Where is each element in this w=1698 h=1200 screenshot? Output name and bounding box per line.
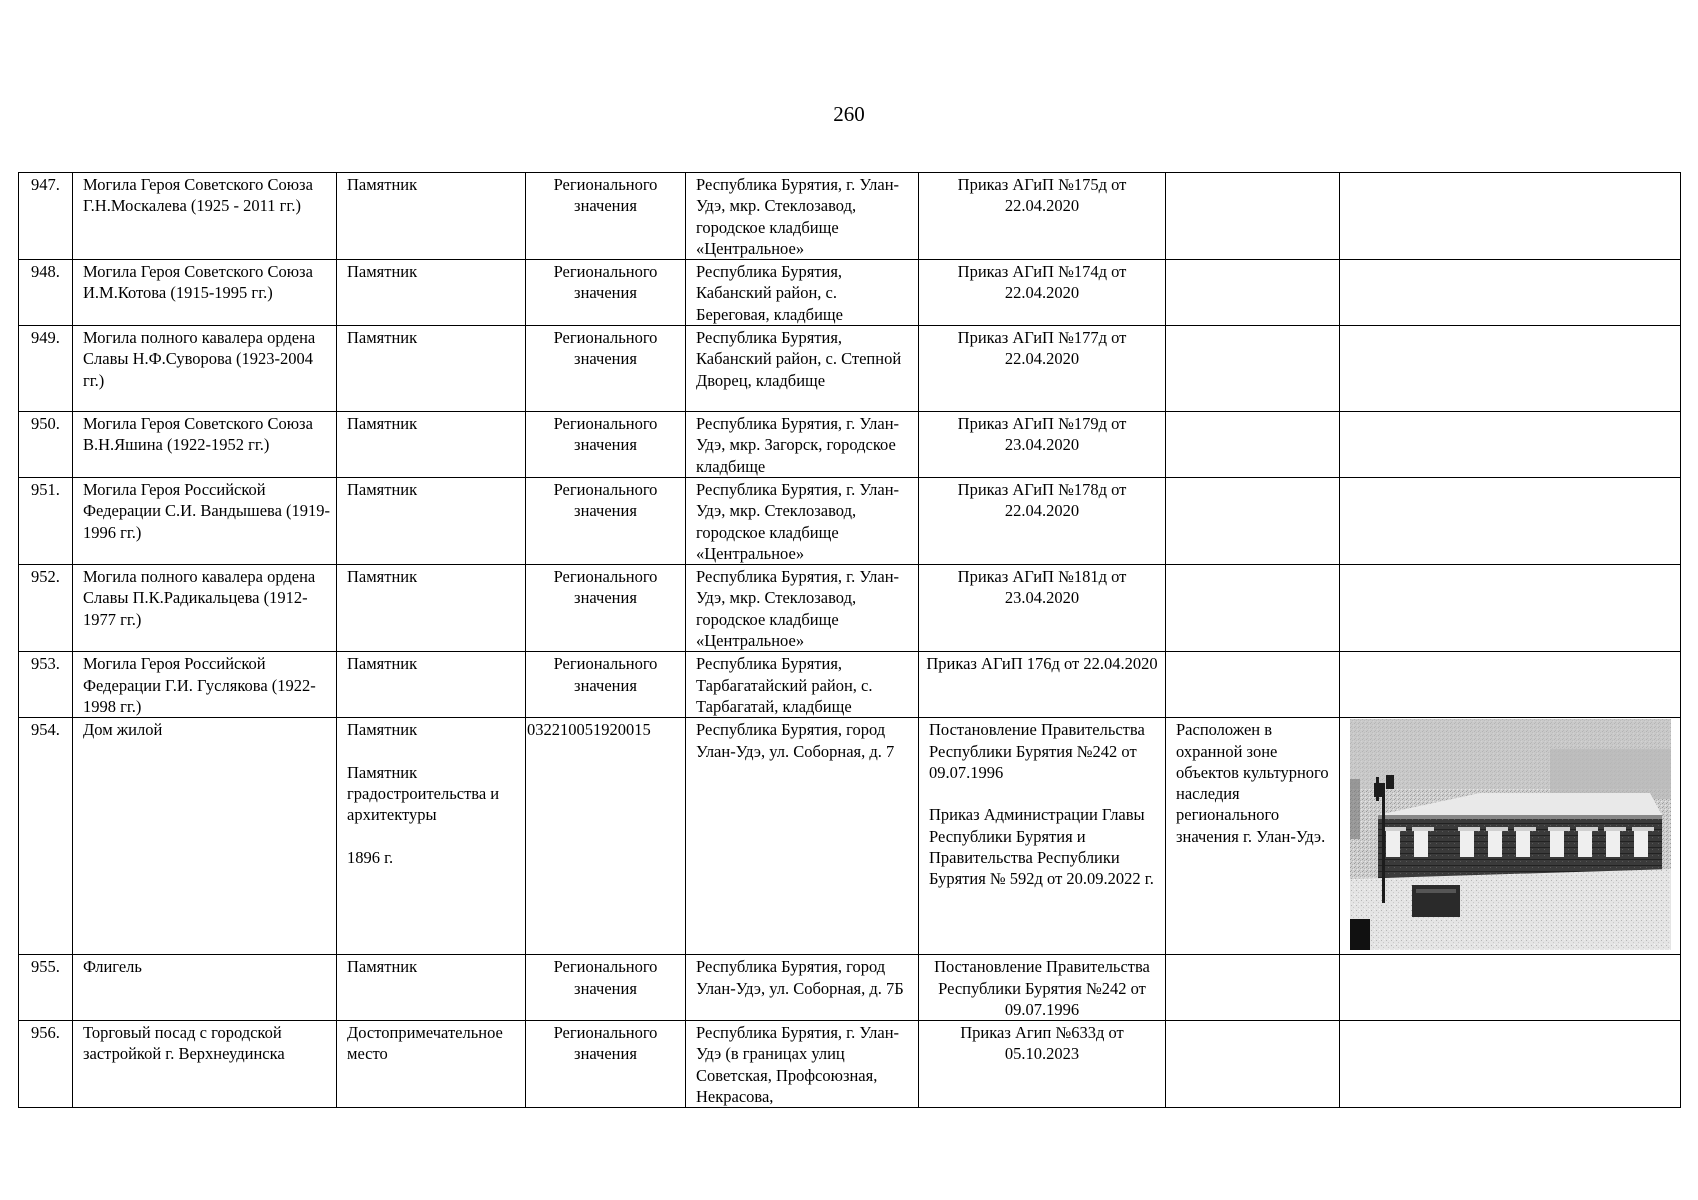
object-name: Могила Героя Советского Союза Г.Н.Москалева (1925 - 2011 гг.)	[73, 173, 337, 260]
object-document: Приказ АГиП №174д от 22.04.2020	[919, 260, 1166, 326]
row-number: 949.	[19, 326, 73, 412]
object-type: Достопримечательное место	[337, 1021, 526, 1108]
table-row	[19, 1021, 1681, 1108]
object-note: Расположен в охранной зоне объектов культурного наследия регионального значения г. Улан-Удэ.	[1166, 718, 1340, 955]
object-photo	[1340, 718, 1681, 955]
object-name: Могила Героя Советского Союза И.М.Котова (1915-1995 гг.)	[73, 260, 337, 326]
table-row	[19, 955, 1681, 1021]
object-photo	[1340, 412, 1681, 478]
object-name: Торговый посад с городской застройкой г. Верхнеудинска	[73, 1021, 337, 1108]
table-row	[19, 412, 1681, 478]
object-category: Регионального значения	[526, 652, 686, 718]
row-number: 948.	[19, 260, 73, 326]
object-photo	[1340, 326, 1681, 412]
object-address: Республика Бурятия, г. Улан-Удэ, мкр. Загорск, городское кладбище	[686, 412, 919, 478]
object-photo	[1340, 652, 1681, 718]
object-type: Памятник	[337, 260, 526, 326]
object-photo	[1340, 1021, 1681, 1108]
object-address: Республика Бурятия, город Улан-Удэ, ул. Соборная, д. 7	[686, 718, 919, 955]
object-type: Памятник	[337, 326, 526, 412]
object-address: Республика Бурятия, г. Улан-Удэ, мкр. Стеклозавод, городское кладбище «Центральное»	[686, 173, 919, 260]
object-type: Памятник	[337, 955, 526, 1021]
table-row	[19, 260, 1681, 326]
object-name: Могила Героя Советского Союза В.Н.Яшина (1922-1952 гг.)	[73, 412, 337, 478]
object-name: Дом жилой	[73, 718, 337, 955]
object-registry-number: 032210051920015	[526, 718, 686, 955]
object-document: Приказ АГиП №178д от 22.04.2020	[919, 477, 1166, 564]
object-category: Регионального значения	[526, 477, 686, 564]
table-row	[19, 326, 1681, 412]
object-name: Могила Героя Российской Федерации С.И. Вандышева (1919-1996 гг.)	[73, 477, 337, 564]
object-document: Приказ АГиП 176д от 22.04.2020	[919, 652, 1166, 718]
row-number: 951.	[19, 477, 73, 564]
object-category: Регионального значения	[526, 173, 686, 260]
object-photo	[1340, 260, 1681, 326]
object-note	[1166, 1021, 1340, 1108]
object-name: Могила полного кавалера ордена Славы Н.Ф.Суворова (1923-2004 гг.)	[73, 326, 337, 412]
object-document: Приказ АГиП №175д от 22.04.2020	[919, 173, 1166, 260]
object-note	[1166, 260, 1340, 326]
object-document: Приказ АГиП №179д от 23.04.2020	[919, 412, 1166, 478]
object-document: Приказ АГиП №181д от 23.04.2020	[919, 565, 1166, 652]
object-name: Могила полного кавалера ордена Славы П.К.Радикальцева (1912-1977 гг.)	[73, 565, 337, 652]
object-address: Республика Бурятия, г. Улан-Удэ, мкр. Стеклозавод, городское кладбище «Центральное»	[686, 565, 919, 652]
object-note	[1166, 652, 1340, 718]
object-document: Приказ Агип №633д от 05.10.2023	[919, 1021, 1166, 1108]
object-category: Регионального значения	[526, 565, 686, 652]
heritage-registry-table	[18, 172, 1681, 1108]
page-number: 260	[833, 102, 865, 126]
row-number: 954.	[19, 718, 73, 955]
object-type: Памятник	[337, 652, 526, 718]
table-row	[19, 477, 1681, 564]
row-number: 950.	[19, 412, 73, 478]
object-document: Постановление Правительства Республики Бурятия №242 от 09.07.1996 Приказ Администрации Главы Республики Бурятия и Правительства Республики Бурятия № 592д от 20.09.2022 г.	[919, 718, 1166, 955]
row-number: 953.	[19, 652, 73, 718]
object-address: Республика Бурятия, г. Улан-Удэ, мкр. Стеклозавод, городское кладбище «Центральное»	[686, 477, 919, 564]
object-photo	[1340, 477, 1681, 564]
object-address: Республика Бурятия, Кабанский район, с. Береговая, кладбище	[686, 260, 919, 326]
object-note	[1166, 955, 1340, 1021]
object-address: Республика Бурятия, город Улан-Удэ, ул. Соборная, д. 7Б	[686, 955, 919, 1021]
row-number: 955.	[19, 955, 73, 1021]
object-name: Флигель	[73, 955, 337, 1021]
object-category: Регионального значения	[526, 326, 686, 412]
object-note	[1166, 173, 1340, 260]
object-type: Памятник Памятник градостроительства и архитектуры 1896 г.	[337, 718, 526, 955]
table-row	[19, 173, 1681, 260]
row-number: 947.	[19, 173, 73, 260]
object-address: Республика Бурятия, Кабанский район, с. Степной Дворец, кладбище	[686, 326, 919, 412]
object-category: Регионального значения	[526, 260, 686, 326]
object-name: Могила Героя Российской Федерации Г.И. Гуслякова (1922-1998 гг.)	[73, 652, 337, 718]
row-number: 956.	[19, 1021, 73, 1108]
table-row	[19, 565, 1681, 652]
row-number: 952.	[19, 565, 73, 652]
object-type: Памятник	[337, 173, 526, 260]
object-category: Регионального значения	[526, 412, 686, 478]
photo-residential-house	[1350, 719, 1671, 950]
object-category: Регионального значения	[526, 1021, 686, 1108]
table-row	[19, 718, 1681, 955]
object-note	[1166, 565, 1340, 652]
table-row	[19, 652, 1681, 718]
object-type: Памятник	[337, 477, 526, 564]
object-address: Республика Бурятия, Тарбагатайский район, с. Тарбагатай, кладбище	[686, 652, 919, 718]
object-document: Постановление Правительства Республики Бурятия №242 от 09.07.1996	[919, 955, 1166, 1021]
object-note	[1166, 412, 1340, 478]
object-photo	[1340, 955, 1681, 1021]
object-note	[1166, 326, 1340, 412]
object-photo	[1340, 173, 1681, 260]
object-type: Памятник	[337, 565, 526, 652]
object-address: Республика Бурятия, г. Улан-Удэ (в границах улиц Советская, Профсоюзная, Некрасова,	[686, 1021, 919, 1108]
object-photo	[1340, 565, 1681, 652]
object-type: Памятник	[337, 412, 526, 478]
object-note	[1166, 477, 1340, 564]
object-document: Приказ АГиП №177д от 22.04.2020	[919, 326, 1166, 412]
object-category: Регионального значения	[526, 955, 686, 1021]
